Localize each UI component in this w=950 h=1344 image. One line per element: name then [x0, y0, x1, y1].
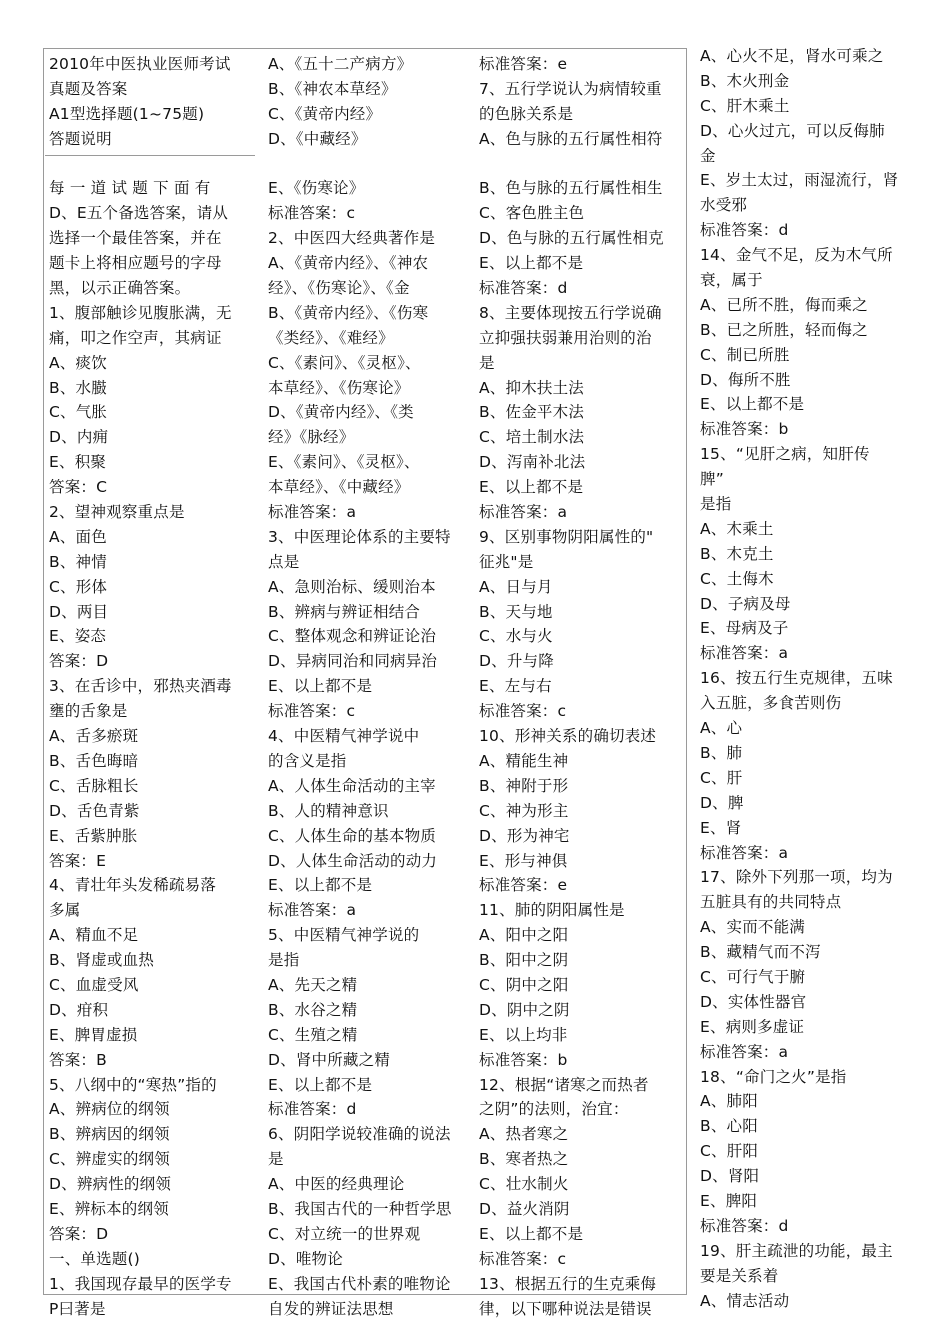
text-line: E、姿态 [49, 627, 107, 646]
text-line: C、血虚受风 [49, 975, 139, 994]
text-line: C、培土制水法 [479, 428, 585, 447]
text-line [49, 152, 232, 177]
text-line: 3、中医理论体系的主要特 [268, 527, 451, 546]
text-line: B、人的精神意识 [268, 801, 389, 820]
text-line: 征兆"是 [479, 552, 534, 571]
text-line: C、肝 [700, 768, 743, 787]
text-line: B、我国古代的一种哲学思 [268, 1199, 452, 1218]
text-line: E、以上都不是 [700, 395, 805, 414]
text-line: 4、青壮年头发稀疏易落 [49, 876, 217, 895]
text-line: D、脾 [700, 793, 744, 812]
text-line: E、舌紫肿胀 [49, 826, 138, 845]
text-line: C、舌脉粗长 [49, 776, 139, 795]
text-line: 标准答案：c [268, 702, 356, 721]
text-line: 立抑强扶弱兼用治则的治 [479, 328, 652, 347]
text-line: E、肾 [700, 818, 742, 837]
text-line: 9、区别事物阴阳属性的" [479, 527, 654, 546]
text-line: E、脾胃虚损 [49, 1025, 138, 1044]
text-line: 选择一个最佳答案，并在 [49, 229, 222, 248]
text-line: B、天与地 [479, 602, 553, 621]
text-line: D、升与降 [479, 652, 554, 671]
text-line: 标准答案：b [700, 420, 789, 439]
text-line: 点是 [268, 552, 300, 571]
text-line: A、木乘土 [700, 519, 774, 538]
text-line: A、舌多瘀斑 [49, 727, 139, 746]
text-line: A、面色 [49, 527, 107, 546]
text-line: B、阳中之阴 [479, 951, 569, 970]
text-line: A、热者寒之 [479, 1125, 569, 1144]
text-line: D、异病同治和同病异治 [268, 652, 438, 671]
text-line: B、已之所胜，轻而侮之 [700, 320, 868, 339]
text-line: E、以上都不是 [479, 478, 584, 497]
text-line: 标准答案：d [700, 221, 789, 240]
text-line: C、肝木乘土 [700, 96, 790, 115]
text-line: E、病则多虚证 [700, 1017, 805, 1036]
text-line: D、人体生命活动的动力 [268, 851, 438, 870]
text-line: 2010年中医执业医师考试 [49, 55, 231, 73]
text-line: C、形体 [49, 577, 108, 596]
text-line: A、精血不足 [49, 926, 139, 945]
text-line: E、以上都不是 [268, 1075, 373, 1094]
text-line: E、以上都不是 [268, 677, 373, 696]
text-line: E、积聚 [49, 453, 107, 472]
text-line: 答案：D [49, 652, 109, 671]
text-line: 每 一 道 试 题 下 面 有 [49, 179, 211, 198]
text-line [479, 152, 664, 177]
text-line: B、肺 [700, 743, 743, 762]
text-line: D、肾中所藏之精 [268, 1050, 391, 1069]
text-line: 标准答案：a [268, 901, 357, 920]
text-line: 标准答案：e [479, 876, 568, 895]
text-line: E、母病及子 [700, 619, 789, 638]
text-line: B、神附于形 [479, 776, 569, 795]
text-line: 是指 [700, 495, 732, 514]
text-line: 2、中医四大经典著作是 [268, 229, 436, 248]
text-line: 是 [268, 1150, 284, 1169]
text-line: C、《素问》、《灵枢》、 [268, 353, 421, 372]
text-line: A、已所不胜，侮而乘之 [700, 295, 868, 314]
text-line: C、人体生命的基本物质 [268, 826, 437, 845]
text-line: D、《黄帝内经》、《类 [268, 403, 414, 422]
text-line: A、中医的经典理论 [268, 1175, 405, 1194]
text-line: 8、主要体现按五行学说确 [479, 303, 662, 322]
text-line: D、《中藏经》 [268, 129, 367, 148]
text-line: A1型选择题(1~75题) [49, 104, 205, 123]
text-column-4 [700, 44, 898, 1313]
text-line: A、色与脉的五行属性相符 [479, 129, 663, 148]
text-line: C、客色胜主色 [479, 204, 585, 223]
text-line: E、岁土太过，雨湿流行，肾 [700, 171, 899, 190]
text-line: E、左与右 [479, 677, 552, 696]
text-line: 标准答案：a [700, 843, 789, 862]
text-line: A、先天之精 [268, 975, 358, 994]
text-line: 11、肺的阴阳属性是 [479, 901, 625, 920]
text-line: E、以上均非 [479, 1025, 568, 1044]
text-line: C、可行气于腑 [700, 967, 806, 986]
text-line: A、心 [700, 719, 743, 738]
text-line: C、对立统一的世界观 [268, 1224, 421, 1243]
text-line: A、情志活动 [700, 1291, 790, 1310]
text-line: 金 [700, 146, 716, 165]
text-line: 1、腹部触诊见腹胀满，无 [49, 303, 232, 322]
text-line: D、两目 [49, 602, 109, 621]
text-line: C、生殖之精 [268, 1025, 358, 1044]
text-line: A、《五十二产病方》 [268, 55, 413, 73]
text-line: P曰著是 [49, 1299, 106, 1318]
text-column-2 [268, 52, 452, 1321]
text-line: 律，以下哪种说法是错误 [479, 1299, 652, 1318]
text-line: E、以上都不是 [268, 876, 373, 895]
text-line: 13、根据五行的生克乘侮 [479, 1274, 657, 1293]
text-line: 的色脉关系是 [479, 104, 574, 123]
text-line: B、神情 [49, 552, 107, 571]
text-line: 要是关系着 [700, 1266, 779, 1285]
text-line: B、藏精气而不泻 [700, 943, 821, 962]
text-line: 五脏具有的共同特点 [700, 893, 842, 912]
text-line: B、木火刑金 [700, 71, 790, 90]
text-line: 答案：D [49, 1224, 109, 1243]
text-line: E、脾阳 [700, 1191, 758, 1210]
text-line: 1、我国现存最早的医学专 [49, 1274, 232, 1293]
text-line: C、整体观念和辨证论治 [268, 627, 437, 646]
text-line: 经》《脉经》 [268, 428, 355, 447]
text-line: 痛，叩之作空声，其病证 [49, 328, 222, 347]
text-line: 真题及答案 [49, 79, 128, 98]
text-line: A、辨病位的纲领 [49, 1100, 170, 1119]
text-line: C、制已所胜 [700, 345, 790, 364]
text-line: 14、金气不足，反为木气所 [700, 246, 893, 265]
text-line: D、泻南补北法 [479, 453, 586, 472]
text-line: D、辨病性的纲领 [49, 1175, 172, 1194]
text-line: 本草经》、《中藏经》 [268, 478, 410, 497]
text-line: E、以上都不是 [479, 254, 584, 273]
text-line: D、肾阳 [700, 1167, 760, 1186]
text-line: 15、“见肝之病，知肝传 [700, 445, 870, 464]
text-line: 标准答案：d [479, 279, 568, 298]
text-line: A、抑木扶土法 [479, 378, 585, 397]
text-line: A、急则治标、缓则治本 [268, 577, 436, 596]
text-line: 3、在舌诊中，邪热夹酒毒 [49, 677, 232, 696]
text-line: 10、形神关系的确切表述 [479, 727, 657, 746]
text-line: D、侮所不胜 [700, 370, 791, 389]
text-line: B、心阳 [700, 1117, 758, 1136]
text-line: D、实体性器官 [700, 992, 807, 1011]
text-line: 标准答案：c [479, 702, 567, 721]
text-line: 标准答案：a [479, 503, 568, 522]
text-line: A、《黄帝内经》、《神农 [268, 254, 429, 273]
text-line: C、辨虚实的纲领 [49, 1150, 170, 1169]
text-line: C、肝阳 [700, 1142, 759, 1161]
text-line: A、人体生命活动的主宰 [268, 776, 436, 795]
text-line: E、《素问》、《灵枢》、 [268, 453, 420, 472]
text-line: D、阴中之阴 [479, 1000, 570, 1019]
text-line: 标准答案：e [479, 55, 568, 73]
text-line [268, 152, 452, 177]
text-line: A、心火不足，肾水可乘之 [700, 47, 884, 65]
text-line: A、日与月 [479, 577, 553, 596]
text-line: A、阳中之阳 [479, 926, 569, 945]
text-line: E、形与神俱 [479, 851, 568, 870]
text-line: D、色与脉的五行属性相克 [479, 229, 664, 248]
text-column-3 [479, 52, 664, 1321]
text-line: 是指 [268, 951, 300, 970]
text-line: C、《黄帝内经》 [268, 104, 382, 123]
text-line: B、辨病因的纲领 [49, 1125, 170, 1144]
text-line: D、益火消阴 [479, 1199, 570, 1218]
text-line: D、唯物论 [268, 1249, 343, 1268]
text-line: 入五脏，多食苦则伤 [700, 694, 842, 713]
text-line: E、《伤寒论》 [268, 179, 365, 198]
text-line: B、《黄帝内经》、《伤寒 [268, 303, 429, 322]
text-line: 脾” [700, 470, 724, 489]
text-line: C、阴中之阳 [479, 975, 569, 994]
text-line: A、痰饮 [49, 353, 107, 372]
text-line: 自发的辨证法思想 [268, 1299, 394, 1318]
text-line: 标准答案：a [700, 1042, 789, 1061]
text-line: E、辨标本的纲领 [49, 1199, 169, 1218]
text-line: D、内痈 [49, 428, 109, 447]
text-line: B、水谷之精 [268, 1000, 358, 1019]
text-line: 17、除外下列那一项，均为 [700, 868, 893, 887]
text-line: 壅的舌象是 [49, 702, 128, 721]
text-line: 18、“命门之火”是指 [700, 1067, 847, 1086]
text-line: 经》、《伤寒论》、《金 [268, 279, 410, 298]
text-line: 答案：C [49, 478, 108, 497]
text-line: 是 [479, 353, 495, 372]
text-line: 7、五行学说认为病情较重 [479, 79, 662, 98]
text-line: B、色与脉的五行属性相生 [479, 179, 663, 198]
text-line: 多属 [49, 901, 81, 920]
text-line: B、辨病与辨证相结合 [268, 602, 421, 621]
text-line: B、佐金平木法 [479, 403, 585, 422]
text-line: 之阴”的法则，治宜： [479, 1100, 629, 1119]
text-line: 2、望神观察重点是 [49, 503, 185, 522]
text-line: D、形为神宅 [479, 826, 570, 845]
text-line: 标准答案：d [700, 1216, 789, 1235]
text-line: B、《神农本草经》 [268, 79, 397, 98]
text-line: B、寒者热之 [479, 1150, 569, 1169]
text-line: 衰，属于 [700, 271, 763, 290]
text-line: A、实而不能满 [700, 918, 806, 937]
text-line: D、E五个备选答案，请从 [49, 204, 229, 223]
text-line: 6、阴阳学说较准确的说法 [268, 1125, 451, 1144]
text-line: 5、八纲中的“寒热”指的 [49, 1075, 217, 1094]
text-line: 答案：B [49, 1050, 107, 1069]
text-line: 答案：E [49, 851, 107, 870]
text-line: 黑，以示正确答案。 [49, 279, 191, 298]
text-line: 的含义是指 [268, 751, 347, 770]
text-line: C、气胀 [49, 403, 108, 422]
text-line: 标准答案：d [268, 1100, 357, 1119]
text-line: 4、中医精气神学说中 [268, 727, 420, 746]
text-line: 16、按五行生克规律，五味 [700, 669, 893, 688]
text-line: B、肾虚或血热 [49, 951, 155, 970]
text-line: E、以上都不是 [479, 1224, 584, 1243]
text-line: 答题说明 [49, 129, 112, 148]
text-line: 《类经》、《难经》 [268, 328, 394, 347]
text-line: C、壮水制火 [479, 1175, 569, 1194]
text-line: B、木克土 [700, 544, 774, 563]
text-line: 标准答案：c [268, 204, 356, 223]
text-line: 本草经》、《伤寒论》 [268, 378, 410, 397]
text-line: C、神为形主 [479, 801, 569, 820]
text-line: 题卡上将相应题号的字母 [49, 254, 222, 273]
text-line: D、舌色青紫 [49, 801, 140, 820]
text-line: 标准答案：b [479, 1050, 568, 1069]
text-line: C、水与火 [479, 627, 553, 646]
text-line: 一、单选题() [49, 1249, 140, 1268]
text-line: D、疳积 [49, 1000, 109, 1019]
text-column-1 [49, 52, 232, 1321]
text-line: 标准答案：a [268, 503, 357, 522]
text-line: A、精能生神 [479, 751, 569, 770]
text-line: B、水臌 [49, 378, 107, 397]
text-line: B、舌色晦暗 [49, 751, 139, 770]
text-line: 12、根据“诸寒之而热者 [479, 1075, 649, 1094]
text-line: 标准答案：a [700, 644, 789, 663]
text-line: 水受邪 [700, 196, 748, 215]
text-line: 标准答案：c [479, 1249, 567, 1268]
text-line: 19、肝主疏泄的功能，最主 [700, 1241, 893, 1260]
text-line: D、心火过亢，可以反侮肺 [700, 121, 885, 140]
text-line: E、我国古代朴素的唯物论 [268, 1274, 451, 1293]
text-line: C、土侮木 [700, 569, 774, 588]
text-line: D、子病及母 [700, 594, 791, 613]
text-line: A、肺阳 [700, 1092, 758, 1111]
text-line: 5、中医精气神学说的 [268, 926, 420, 945]
